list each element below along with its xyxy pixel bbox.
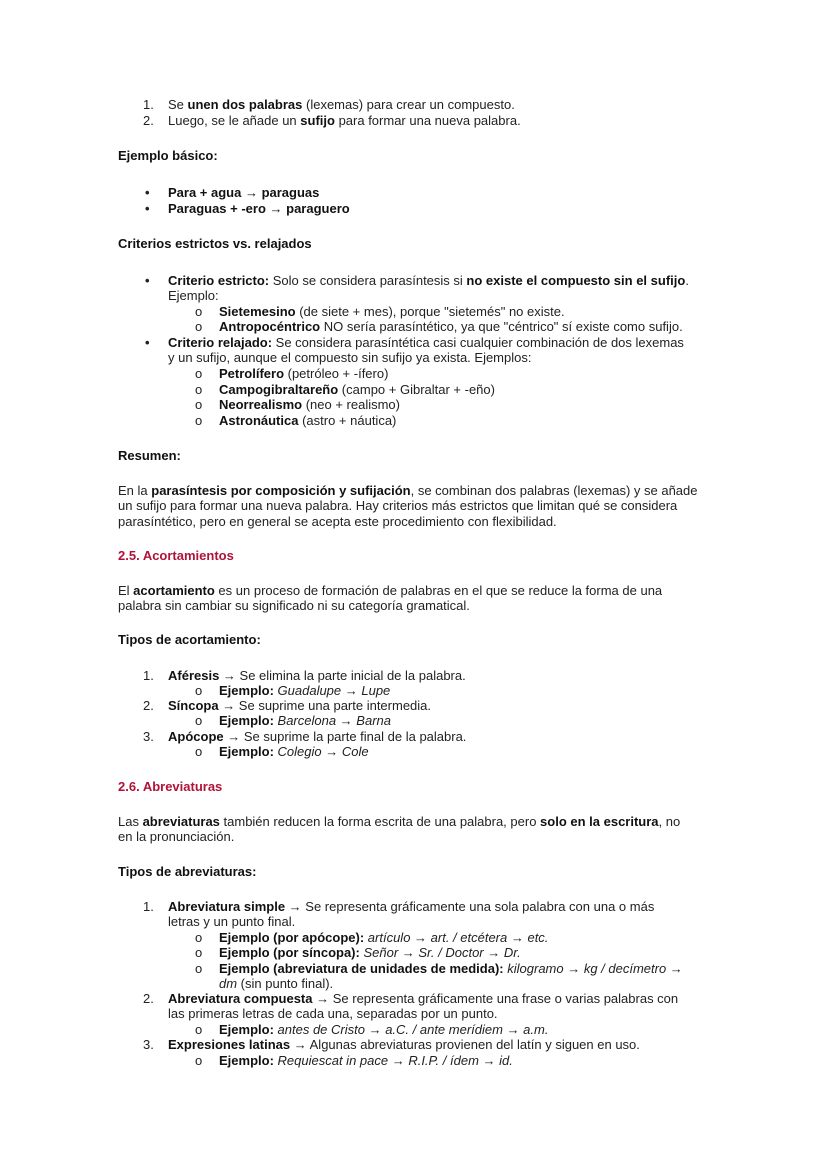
list-number: 1. xyxy=(143,899,154,914)
text: , se combinan dos palabras (lexemas) y se añade xyxy=(410,483,698,498)
sub-bullet-item xyxy=(195,366,389,381)
sub-bullet-item xyxy=(195,319,683,334)
bullet-marker: • xyxy=(145,185,150,200)
italic-text: dm xyxy=(219,976,238,992)
text: Se considera parasíntética casi cualquier combinación de dos lexemas xyxy=(272,335,684,350)
text: → Se suprime la parte final de la palabra. xyxy=(223,729,467,744)
text: → Se elimina la parte inicial de la palabra. xyxy=(219,668,466,683)
bullet-marker: o xyxy=(195,397,203,412)
text: Luego, se le añade un xyxy=(168,113,301,128)
italic-text: kilogramo → kg / decímetro → xyxy=(507,961,683,976)
text: para formar una nueva palabra. xyxy=(334,113,521,128)
bold-text: Criterio relajado: xyxy=(168,335,273,350)
bold-text: Paraguas + -ero → paraguero xyxy=(168,201,350,216)
text: letras y un punto final. xyxy=(168,914,296,930)
bold-text: Astronáutica xyxy=(219,413,299,428)
bullet-item xyxy=(145,335,684,366)
bullet-marker: o xyxy=(195,413,203,428)
list-number: 1. xyxy=(143,668,154,683)
italic-text: Guadalupe → Lupe xyxy=(277,683,391,698)
text: Resumen: xyxy=(118,448,181,463)
bullet-marker: o xyxy=(195,319,203,334)
text: 2.6. Abreviaturas xyxy=(118,779,223,794)
text: → Algunas abreviaturas provienen del latín y siguen en uso. xyxy=(290,1037,640,1052)
sub-bullet-item xyxy=(195,397,400,412)
bold-text: Apócope xyxy=(168,729,224,744)
text: → Se representa gráficamente una sola palabra con una o más xyxy=(285,899,655,914)
section-heading xyxy=(118,448,181,463)
paragraph xyxy=(118,583,662,614)
bold-text: sufijo xyxy=(300,113,335,128)
section-heading xyxy=(118,236,312,251)
italic-text: Barcelona → Barna xyxy=(277,713,391,728)
text: Tipos de abreviaturas: xyxy=(118,864,257,879)
bold-text: Ejemplo: xyxy=(219,683,274,698)
paragraph xyxy=(118,814,680,845)
list-number: 1. xyxy=(143,97,154,112)
numbered-item xyxy=(143,729,467,744)
sub-bullet-item xyxy=(195,945,521,960)
text: (lexemas) para crear un compuesto. xyxy=(302,97,515,112)
text: Solo se considera parasíntesis si xyxy=(269,273,467,288)
italic-text: Requiescat in pace → R.I.P. / ídem → id. xyxy=(277,1053,513,1068)
text: (astro + náutica) xyxy=(298,413,397,428)
italic-text: artículo → art. / etcétera → etc. xyxy=(367,930,549,945)
sub-bullet-item xyxy=(195,930,549,945)
text: NO sería parasíntético, ya que "céntrico" sí existe como sufijo. xyxy=(320,319,683,334)
numbered-item xyxy=(143,97,515,112)
italic-text: Colegio → Cole xyxy=(277,744,369,759)
bullet-marker: • xyxy=(145,201,150,216)
bold-text: parasíntesis por composición y sufijación xyxy=(151,483,411,498)
text: (campo + Gibraltar + -eño) xyxy=(338,382,495,397)
bullet-marker: • xyxy=(145,273,150,288)
text: las primeras letras de cada una, separadas por un punto. xyxy=(168,1006,498,1022)
bold-text: acortamiento xyxy=(133,583,215,598)
bold-text: Ejemplo (abreviatura de unidades de medida): xyxy=(219,961,504,976)
bold-text: abreviaturas xyxy=(142,814,220,829)
numbered-item xyxy=(143,698,432,713)
numbered-item xyxy=(143,1037,640,1052)
bullet-item xyxy=(145,185,320,200)
bullet-marker: o xyxy=(195,683,203,698)
text: Tipos de acortamiento: xyxy=(118,632,261,647)
sub-bullet-item xyxy=(195,683,391,698)
bullet-marker: o xyxy=(195,1022,203,1037)
paragraph xyxy=(118,483,698,529)
sub-bullet-item xyxy=(195,961,683,992)
text: . xyxy=(685,273,689,288)
bold-text: Ejemplo: xyxy=(219,1022,274,1037)
bullet-marker: o xyxy=(195,304,203,319)
text: parasíntético, pero en general se acepta este procedimiento con flexibilidad. xyxy=(118,513,557,529)
bold-text: Ejemplo: xyxy=(219,713,274,728)
numbered-item xyxy=(143,899,655,930)
text: es un proceso de formación de palabras en el que se reduce la forma de una xyxy=(214,583,663,598)
sub-bullet-item xyxy=(195,382,495,397)
bullet-marker: o xyxy=(195,1053,203,1068)
italic-text: Señor → Sr. / Doctor → Dr. xyxy=(363,945,521,960)
bold-text: solo en la escritura xyxy=(540,814,659,829)
sub-bullet-item xyxy=(195,413,397,428)
sub-bullet-item xyxy=(195,304,565,319)
bold-text: Ejemplo (por síncopa): xyxy=(219,945,360,960)
section-heading xyxy=(118,864,256,879)
numbered-item xyxy=(143,668,466,683)
sub-bullet-item xyxy=(195,744,369,759)
bullet-marker: o xyxy=(195,366,203,381)
text: Las xyxy=(118,814,143,829)
bold-text: Campogibraltareño xyxy=(219,382,339,397)
list-number: 2. xyxy=(143,698,154,713)
bold-text: Ejemplo: xyxy=(219,744,274,759)
bold-text: Antropocéntrico xyxy=(219,319,321,334)
text: → Se suprime una parte intermedia. xyxy=(218,698,432,713)
text: (de siete + mes), porque "sietemés" no existe. xyxy=(295,304,565,319)
bold-text: Ejemplo (por apócope): xyxy=(219,930,365,945)
bold-text: Ejemplo: xyxy=(219,1053,274,1068)
text: Ejemplo básico: xyxy=(118,148,218,163)
text: , no xyxy=(658,814,681,829)
text: Se xyxy=(168,97,188,112)
text: Ejemplo: xyxy=(168,288,219,304)
text: (neo + realismo) xyxy=(302,397,400,412)
bold-text: Criterio estricto: xyxy=(168,273,270,288)
list-number: 3. xyxy=(143,1037,154,1052)
bullet-marker: o xyxy=(195,713,203,728)
italic-text: antes de Cristo → a.C. / ante merídiem → a.m. xyxy=(277,1022,549,1037)
bold-text: Abreviatura compuesta xyxy=(168,991,313,1006)
sub-bullet-item xyxy=(195,713,391,728)
list-number: 2. xyxy=(143,991,154,1006)
bullet-marker: o xyxy=(195,930,203,945)
chapter-heading xyxy=(118,548,234,563)
text: Criterios estrictos vs. relajados xyxy=(118,236,312,251)
text: → Se representa gráficamente una frase o varias palabras con xyxy=(312,991,679,1006)
bold-text: Expresiones latinas xyxy=(168,1037,291,1052)
sub-bullet-item xyxy=(195,1053,513,1068)
text: palabra sin cambiar su significado ni su categoría gramatical. xyxy=(118,598,470,614)
bold-text: Síncopa xyxy=(168,698,219,713)
bullet-marker: o xyxy=(195,382,203,397)
bullet-item xyxy=(145,273,689,304)
text: en la pronunciación. xyxy=(118,829,235,845)
sub-bullet-item xyxy=(195,1022,549,1037)
bullet-marker: o xyxy=(195,744,203,759)
bold-text: Para + agua → paraguas xyxy=(168,185,320,200)
text: (sin punto final). xyxy=(237,976,334,992)
bullet-marker: • xyxy=(145,335,150,350)
section-heading xyxy=(118,148,218,163)
bold-text: Aféresis xyxy=(168,668,220,683)
numbered-item xyxy=(143,991,679,1022)
list-number: 3. xyxy=(143,729,154,744)
list-number: 2. xyxy=(143,113,154,128)
bold-text: Petrolífero xyxy=(219,366,285,381)
text: En la xyxy=(118,483,152,498)
bullet-item xyxy=(145,201,350,216)
text: y un sufijo, aunque el compuesto sin sufijo ya exista. Ejemplos: xyxy=(168,350,532,366)
bold-text: no existe el compuesto sin el sufijo xyxy=(466,273,686,288)
bold-text: Abreviatura simple xyxy=(168,899,286,914)
text: un sufijo para formar una nueva palabra. Hay criterios más estrictos que limitan qué se considera xyxy=(118,498,678,514)
chapter-heading xyxy=(118,779,222,794)
text: también reducen la forma escrita de una palabra, pero xyxy=(219,814,541,829)
text: (petróleo + -ífero) xyxy=(284,366,389,381)
numbered-item xyxy=(143,113,521,128)
bullet-marker: o xyxy=(195,961,203,976)
bold-text: unen dos palabras xyxy=(187,97,303,112)
text: 2.5. Acortamientos xyxy=(118,548,234,563)
bold-text: Sietemesino xyxy=(219,304,296,319)
bold-text: Neorrealismo xyxy=(219,397,303,412)
section-heading xyxy=(118,632,261,647)
text: El xyxy=(118,583,134,598)
bullet-marker: o xyxy=(195,945,203,960)
